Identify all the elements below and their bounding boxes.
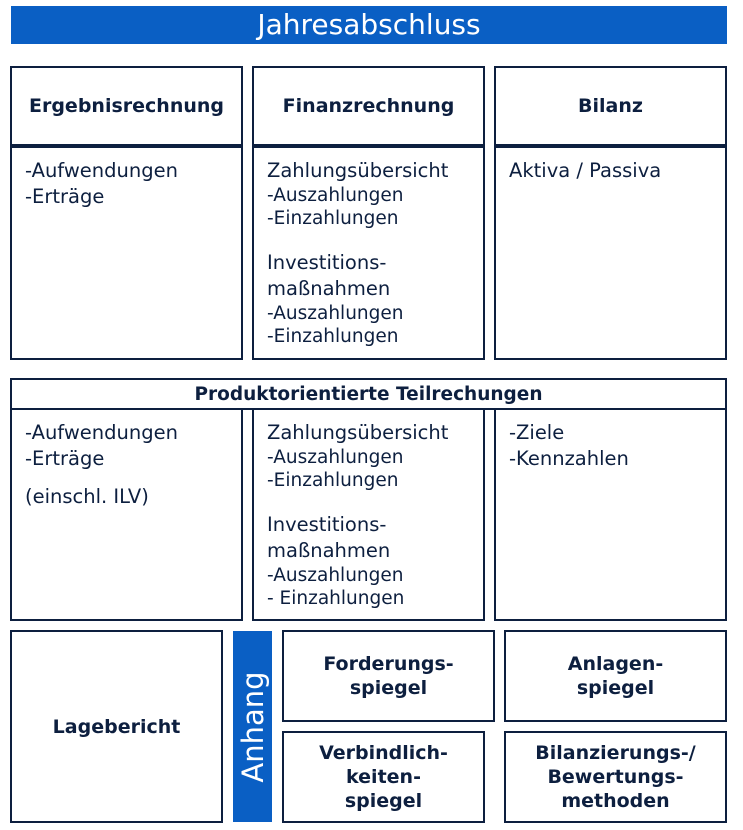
item-massnahmen: maßnahmen — [267, 539, 391, 562]
item-einzahlungen: -Einzahlungen — [267, 326, 399, 347]
item-auszahlungen: -Auszahlungen — [267, 447, 404, 468]
verbindlichkeitenspiegel-box: Verbindlich- keiten- spiegel — [282, 731, 485, 823]
anhang-bar — [233, 631, 272, 822]
item-zahlungsuebersicht: Zahlungsübersicht — [267, 159, 449, 182]
item-zahlungsuebersicht: Zahlungsübersicht — [267, 421, 449, 444]
item-ziele: -Ziele — [509, 421, 565, 444]
forderungsspiegel-box: Forderungs- spiegel — [282, 630, 495, 722]
teil-ergebnis-content — [10, 408, 243, 621]
item-investitions: Investitions- — [267, 513, 387, 536]
item-aufwendungen: -Aufwendungen — [25, 421, 178, 444]
page-title: Jahresabschluss — [11, 6, 727, 44]
item-ertraege: -Erträge — [25, 447, 105, 470]
header-teilrechnungen: Produktorientierte Teilrechungen — [10, 378, 727, 410]
ergebnisrechnung-content — [10, 146, 243, 360]
item-einzahlungen: -Einzahlungen — [267, 208, 399, 229]
item-auszahlungen: -Auszahlungen — [267, 303, 404, 324]
header-finanzrechnung: Finanzrechnung — [252, 66, 485, 146]
bilanz-content — [494, 146, 727, 360]
header-ergebnisrechnung: Ergebnisrechnung — [10, 66, 243, 146]
item-kennzahlen: -Kennzahlen — [509, 447, 629, 470]
item-auszahlungen: -Auszahlungen — [267, 565, 404, 586]
item-auszahlungen: -Auszahlungen — [267, 185, 404, 206]
bilanzierung-box: Bilanzierungs-/ Bewertungs- methoden — [504, 731, 727, 823]
item-massnahmen: maßnahmen — [267, 277, 391, 300]
item-ilv-note: (einschl. ILV) — [25, 485, 149, 508]
item-investitions: Investitions- — [267, 251, 387, 274]
item-einzahlungen: - Einzahlungen — [267, 588, 405, 609]
anhang-label: Anhang — [235, 670, 270, 783]
item-aufwendungen: -Aufwendungen — [25, 159, 178, 182]
item-aktiva-passiva: Aktiva / Passiva — [509, 159, 662, 182]
item-einzahlungen: -Einzahlungen — [267, 470, 399, 491]
anlagenspiegel-box: Anlagen- spiegel — [504, 630, 727, 722]
teil-ziele-content — [494, 408, 727, 621]
header-bilanz: Bilanz — [494, 66, 727, 146]
item-ertraege: -Erträge — [25, 185, 105, 208]
finanzrechnung-content — [252, 146, 485, 360]
lagebericht-box: Lagebericht — [10, 630, 223, 823]
teil-finanz-content — [252, 408, 485, 621]
